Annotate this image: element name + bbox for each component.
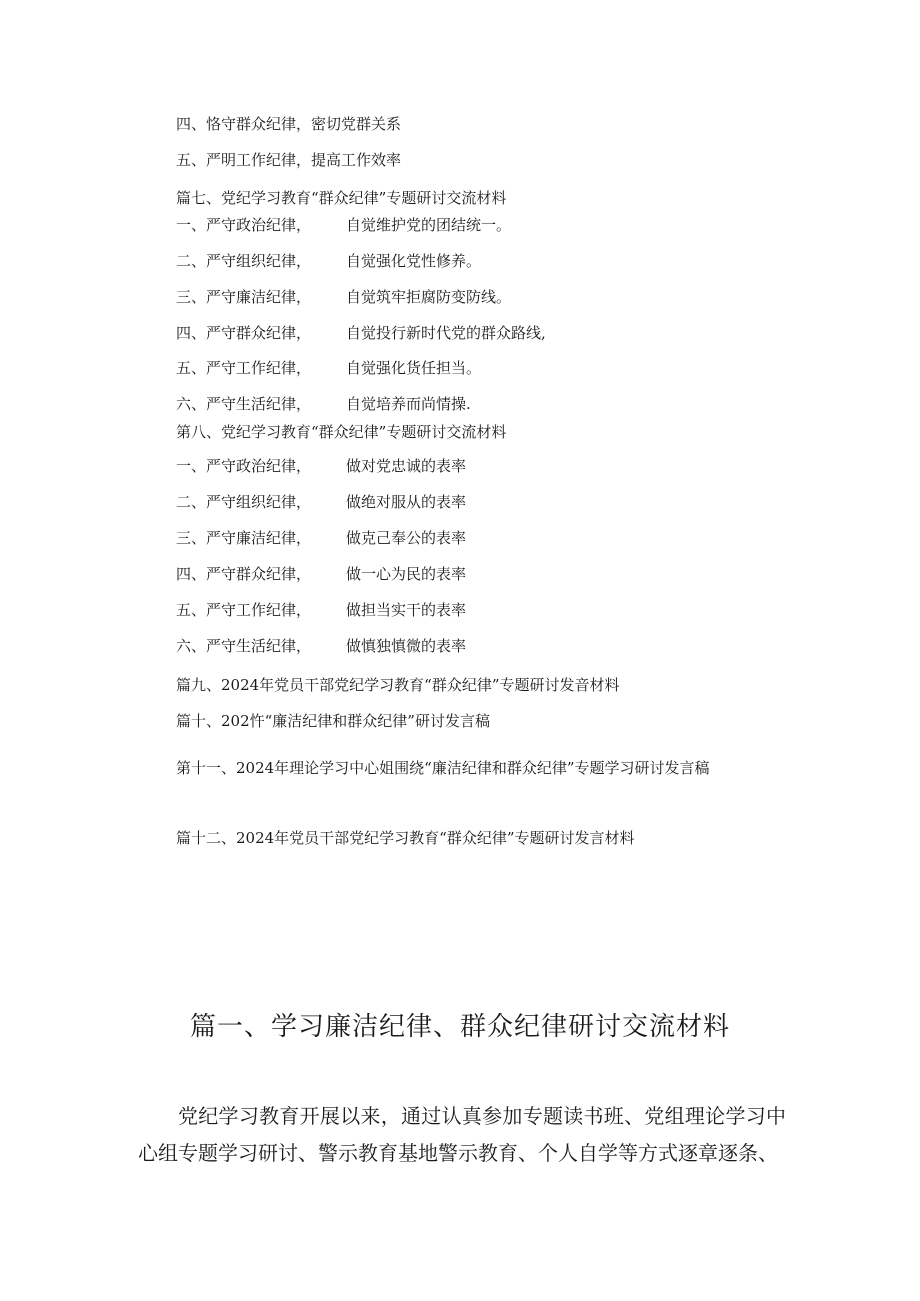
toc-item: 三、严守廉洁纪律， 自觉筑牢拒腐防变防线。 — [176, 288, 512, 306]
toc-section-heading: 篇七、党纪学习教育“群众纪律”专题研讨交流材料 — [176, 189, 507, 207]
toc-item: 二、严守组织纪律， 自觉强化党性修养。 — [176, 252, 482, 270]
toc-section-heading: 第十一、2024年理论学习中心姐围绕“廉洁纪律和群众纪律”专题学习研讨发言稿 — [176, 759, 710, 777]
toc-item: 六、严守生活纪律， 做慎独慎微的表率 — [176, 637, 467, 655]
toc-item: 五、严守工作纪律， 做担当实干的表率 — [176, 601, 467, 619]
toc-item: 二、严守组织纪律， 做绝对服从的表率 — [176, 493, 467, 511]
toc-line: 四、恪守群众纪律，密切党群关系 — [176, 115, 402, 133]
toc-item: 五、严守工作纪律， 自觉强化货任担当。 — [176, 359, 482, 377]
toc-item: 三、严守廉洁纪律， 做克己奉公的表率 — [176, 529, 467, 547]
toc-item: 六、严守生活纪律， 自觉培养而尚情操. — [176, 395, 471, 413]
toc-item: 四、严守群众纪律， 做一心为民的表率 — [176, 565, 467, 583]
toc-item: 一、严守政治纪律， 自觉维护党的团结统一。 — [176, 216, 512, 234]
toc-section-heading: 第八、党纪学习教育“群众纪律”专题研讨交流材料 — [176, 423, 507, 441]
toc-line: 五、严明工作纪律，提高工作效率 — [176, 151, 402, 169]
toc-section-heading: 篇九、2024年党员干部党纪学习教育“群众纪律”专题研讨发音材料 — [176, 676, 620, 694]
toc-section-heading: 篇十二、2024年党员干部党纪学习教育“群众纪律”专题研讨发言材料 — [176, 829, 635, 847]
toc-item: 四、严守群众纪律， 自觉投行新时代党的群众路线, — [176, 324, 546, 342]
toc-item: 一、严守政治纪律， 做对党忠诚的表率 — [176, 457, 467, 475]
article-title: 篇一、学习廉洁纪律、群众纪律研讨交流材料 — [189, 1012, 730, 1042]
toc-section-heading: 篇十、202忤“廉洁纪律和群众纪律”研讨发言稿 — [176, 712, 490, 730]
article-paragraph: 党纪学习教育开展以来，通过认真参加专题读书班、党组理论学习中心组专题学习研讨、警示教育基地警示教育、个人自学等方式逐章逐条、 — [138, 1104, 786, 1165]
